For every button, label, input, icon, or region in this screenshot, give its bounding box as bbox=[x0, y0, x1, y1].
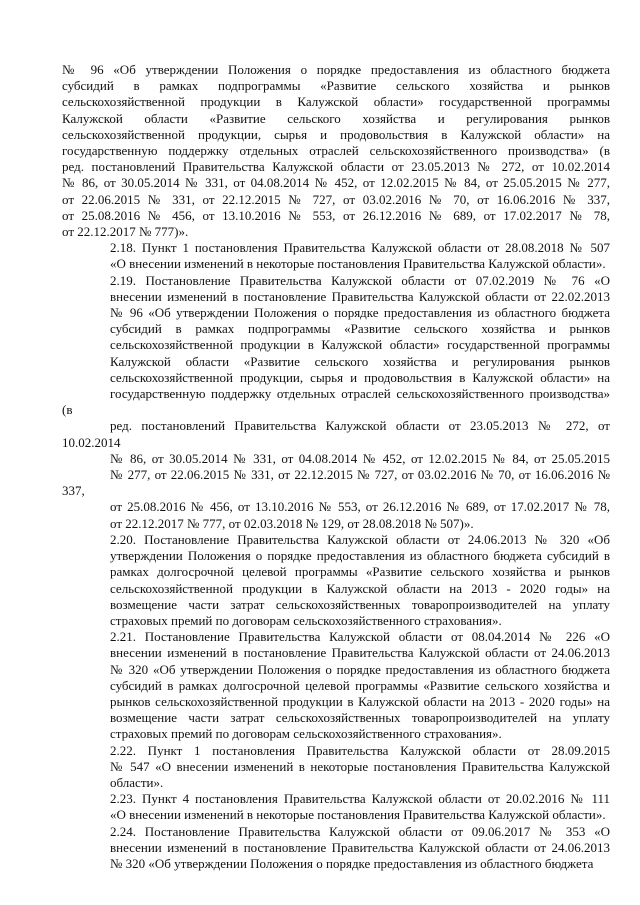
text-line: утверждении Положения о порядке предоставления из областного бюджета субсидий в bbox=[110, 548, 610, 564]
text-line: области». bbox=[110, 774, 164, 790]
text-line: Калужской области «Развитие сельского хозяйства и регулирования рынков bbox=[62, 110, 610, 126]
text-line: от 25.08.2016 № 456, от 13.10.2016 № 553, от 26.12.2016 № 689, от 17.02.2017 № 78, bbox=[62, 207, 610, 223]
text-line: возмещение части затрат сельскохозяйственных товаропроизводителей на уплату bbox=[110, 710, 610, 726]
paragraph-p-2-18 bbox=[62, 240, 610, 272]
text-line: внесении изменений в постановление Правительства Калужской области от 22.02.2013 bbox=[110, 288, 610, 304]
paragraph-p-2-19 bbox=[62, 273, 610, 532]
text-line: ред. постановлений Правительства Калужской области от 23.05.2013 № 272, от 10.02.2014 bbox=[62, 159, 610, 175]
text-line: сельскохозяйственной продукции в Калужской области» государственной программы bbox=[62, 94, 610, 110]
text-line: рынков сельскохозяйственной продукции в Калужской области на 2013 - 2020 годы» на bbox=[110, 693, 610, 709]
text-line: сельскохозяйственной продукции, сырья и продовольствия в Калужской области» на bbox=[62, 126, 610, 142]
text-line: № 320 «Об утверждении Положения о порядке предоставления из областного бюджета bbox=[110, 661, 610, 677]
paragraph-p-2-22 bbox=[62, 743, 610, 792]
document-body bbox=[62, 62, 610, 872]
paragraph-p-2-21 bbox=[62, 629, 610, 742]
text-line: 2.19. Постановление Правительства Калужской области от 07.02.2019 № 76 «О bbox=[110, 272, 610, 288]
text-line: «О внесении изменений в некоторые постановления Правительства Калужской области». bbox=[110, 256, 606, 272]
text-line: страховых премий по договорам сельскохозяйственного страхования». bbox=[110, 612, 502, 628]
text-line: сельскохозяйственной продукции в Калужской области» государственной программы bbox=[110, 337, 610, 353]
text-line: от 25.08.2016 № 456, от 13.10.2016 № 553, от 26.12.2016 № 689, от 17.02.2017 № 78, bbox=[110, 499, 610, 515]
text-line: сельскохозяйственной продукции, сырья и продовольствия в Калужской области» на bbox=[110, 369, 610, 385]
text-line: № 320 «Об утверждении Положения о порядке предоставления из областного бюджета bbox=[110, 855, 594, 871]
text-line: государственную поддержку отдельных отраслей сельскохозяйственного производства» (в bbox=[62, 143, 610, 159]
text-line: 2.24. Постановление Правительства Калужской области от 09.06.2017 № 353 «О bbox=[110, 823, 610, 839]
text-line: 2.21. Постановление Правительства Калужской области от 08.04.2014 № 226 «О bbox=[110, 629, 610, 645]
text-line: от 22.12.2017 № 777)». bbox=[62, 224, 189, 240]
text-line: государственную поддержку отдельных отраслей сельскохозяйственного производства» (в bbox=[62, 386, 610, 418]
text-line: № 96 «Об утверждении Положения о порядке предоставления из областного бюджета bbox=[110, 305, 610, 321]
text-line: страховых премий по договорам сельскохозяйственного страхования». bbox=[110, 726, 502, 742]
text-line: возмещение части затрат сельскохозяйственных товаропроизводителей на уплату bbox=[110, 596, 610, 612]
text-line: 2.18. Пункт 1 постановления Правительства Калужской области от 28.08.2018 № 507 bbox=[110, 240, 610, 256]
text-line: «О внесении изменений в некоторые постановления Правительства Калужской области». bbox=[110, 807, 606, 823]
paragraph-p-2-24 bbox=[62, 824, 610, 873]
text-line: ред. постановлений Правительства Калужской области от 23.05.2013 № 272, от 10.02.2014 bbox=[62, 418, 610, 450]
text-line: Калужской области «Развитие сельского хозяйства и регулирования рынков bbox=[110, 353, 610, 369]
text-line: 2.23. Пункт 4 постановления Правительства Калужской области от 20.02.2016 № 111 bbox=[110, 791, 610, 807]
text-line: внесении изменений в постановление Правительства Калужской области от 24.06.2013 bbox=[110, 839, 610, 855]
text-line: 2.22. Пункт 1 постановления Правительства Калужской области от 28.09.2015 bbox=[110, 742, 610, 758]
text-line: от 22.06.2015 № 331, от 22.12.2015 № 727, от 03.02.2016 № 70, от 16.06.2016 № 337, bbox=[62, 191, 610, 207]
text-line: № 86, от 30.05.2014 № 331, от 04.08.2014 № 452, от 12.02.2015 № 84, от 25.05.2015 № 277, bbox=[62, 175, 610, 191]
text-line: субсидий в рамках долгосрочной целевой программы «Развитие сельского хозяйства и bbox=[110, 677, 610, 693]
text-line: субсидий в рамках подпрограммы «Развитие сельского хозяйства и рынков bbox=[110, 321, 610, 337]
text-line: 2.20. Постановление Правительства Калужской области от 24.06.2013 № 320 «Об bbox=[110, 531, 610, 547]
paragraph-p-2-23 bbox=[62, 791, 610, 823]
paragraph-p-cont bbox=[62, 62, 610, 240]
text-line: субсидий в рамках подпрограммы «Развитие сельского хозяйства и рынков bbox=[62, 78, 610, 94]
text-line: рамках долгосрочной целевой программы «Развитие сельского хозяйства и рынков bbox=[110, 564, 610, 580]
text-line: № 96 «Об утверждении Положения о порядке предоставления из областного бюджета bbox=[62, 62, 610, 77]
text-line: № 547 «О внесении изменений в некоторые постановления Правительства Калужской bbox=[110, 758, 610, 774]
paragraph-p-2-20 bbox=[62, 532, 610, 629]
text-line: внесении изменений в постановление Правительства Калужской области от 24.06.2013 bbox=[110, 645, 610, 661]
text-line: от 22.12.2017 № 777, от 02.03.2018 № 129, от 28.08.2018 № 507)». bbox=[110, 515, 474, 531]
text-line: сельскохозяйственной продукции в Калужской области на 2013 - 2020 годы» на bbox=[110, 580, 610, 596]
text-line: № 86, от 30.05.2014 № 331, от 04.08.2014 № 452, от 12.02.2015 № 84, от 25.05.2015 bbox=[110, 450, 610, 466]
text-line: № 277, от 22.06.2015 № 331, от 22.12.2015 № 727, от 03.02.2016 № 70, от 16.06.2016 № 337, bbox=[62, 467, 610, 499]
